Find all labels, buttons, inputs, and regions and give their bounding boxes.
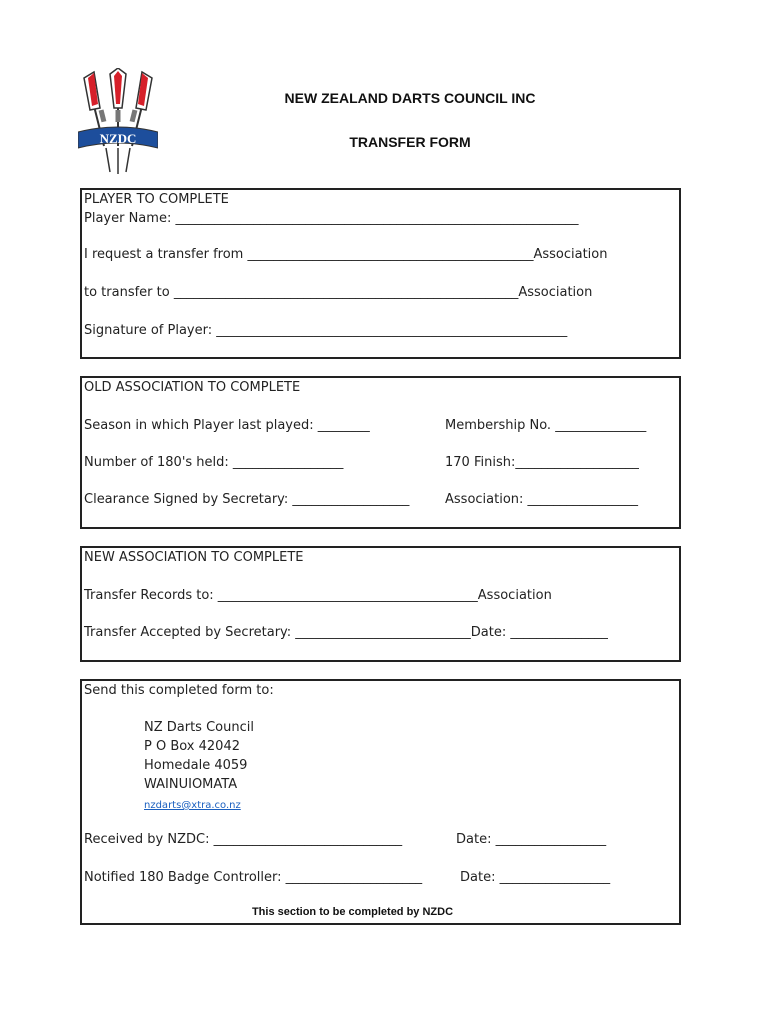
170-finish-field[interactable]: 170 Finish:___________________ [445, 455, 639, 470]
received-date-field[interactable]: Date: _________________ [456, 832, 607, 847]
new-association-section [80, 546, 681, 662]
membership-number-field[interactable]: Membership No. ______________ [445, 418, 647, 433]
email-link[interactable]: nzdarts@xtra.co.nz [144, 800, 241, 811]
player-section [80, 188, 681, 359]
transfer-accepted-field[interactable]: Transfer Accepted by Secretary: ___________________________Date: _______________ [84, 625, 608, 640]
player-name-field[interactable]: Player Name: ______________________________________________________________ [84, 211, 579, 226]
address-line: NZ Darts Council [144, 720, 254, 735]
send-to-section [80, 679, 681, 925]
transfer-to-field[interactable]: to transfer to _____________________________________________________Association [84, 285, 593, 300]
player-section-heading: PLAYER TO COMPLETE [84, 192, 229, 207]
clearance-signature-field[interactable]: Clearance Signed by Secretary: __________________ [84, 492, 410, 507]
transfer-from-field[interactable]: I request a transfer from ____________________________________________Association [84, 247, 608, 262]
transfer-records-field[interactable]: Transfer Records to: ________________________________________Association [84, 588, 552, 603]
received-by-field[interactable]: Received by NZDC: _____________________________ [84, 832, 403, 847]
form-title: TRANSFER FORM [349, 134, 471, 150]
nzdc-only-note: This section to be completed by NZDC [251, 906, 454, 918]
address-line: P O Box 42042 [144, 739, 240, 754]
address-line: Homedale 4059 [144, 758, 248, 773]
logo-text: NZDC [99, 131, 137, 146]
send-heading: Send this completed form to: [84, 683, 274, 698]
new-association-heading: NEW ASSOCIATION TO COMPLETE [84, 550, 304, 565]
player-signature-field[interactable]: Signature of Player: ______________________________________________________ [84, 323, 568, 338]
old-association-field[interactable]: Association: _________________ [445, 492, 639, 507]
notified-date-field[interactable]: Date: _________________ [460, 870, 611, 885]
old-association-heading: OLD ASSOCIATION TO COMPLETE [84, 380, 301, 395]
nzdc-logo [78, 68, 158, 178]
one-eighties-held-field[interactable]: Number of 180's held: _________________ [84, 455, 344, 470]
old-association-section [80, 376, 681, 529]
page-title: NEW ZEALAND DARTS COUNCIL INC [284, 90, 536, 106]
address-line: WAINUIOMATA [144, 777, 238, 792]
season-last-played-field[interactable]: Season in which Player last played: ________ [84, 418, 370, 433]
notified-controller-field[interactable]: Notified 180 Badge Controller: _____________________ [84, 870, 423, 885]
